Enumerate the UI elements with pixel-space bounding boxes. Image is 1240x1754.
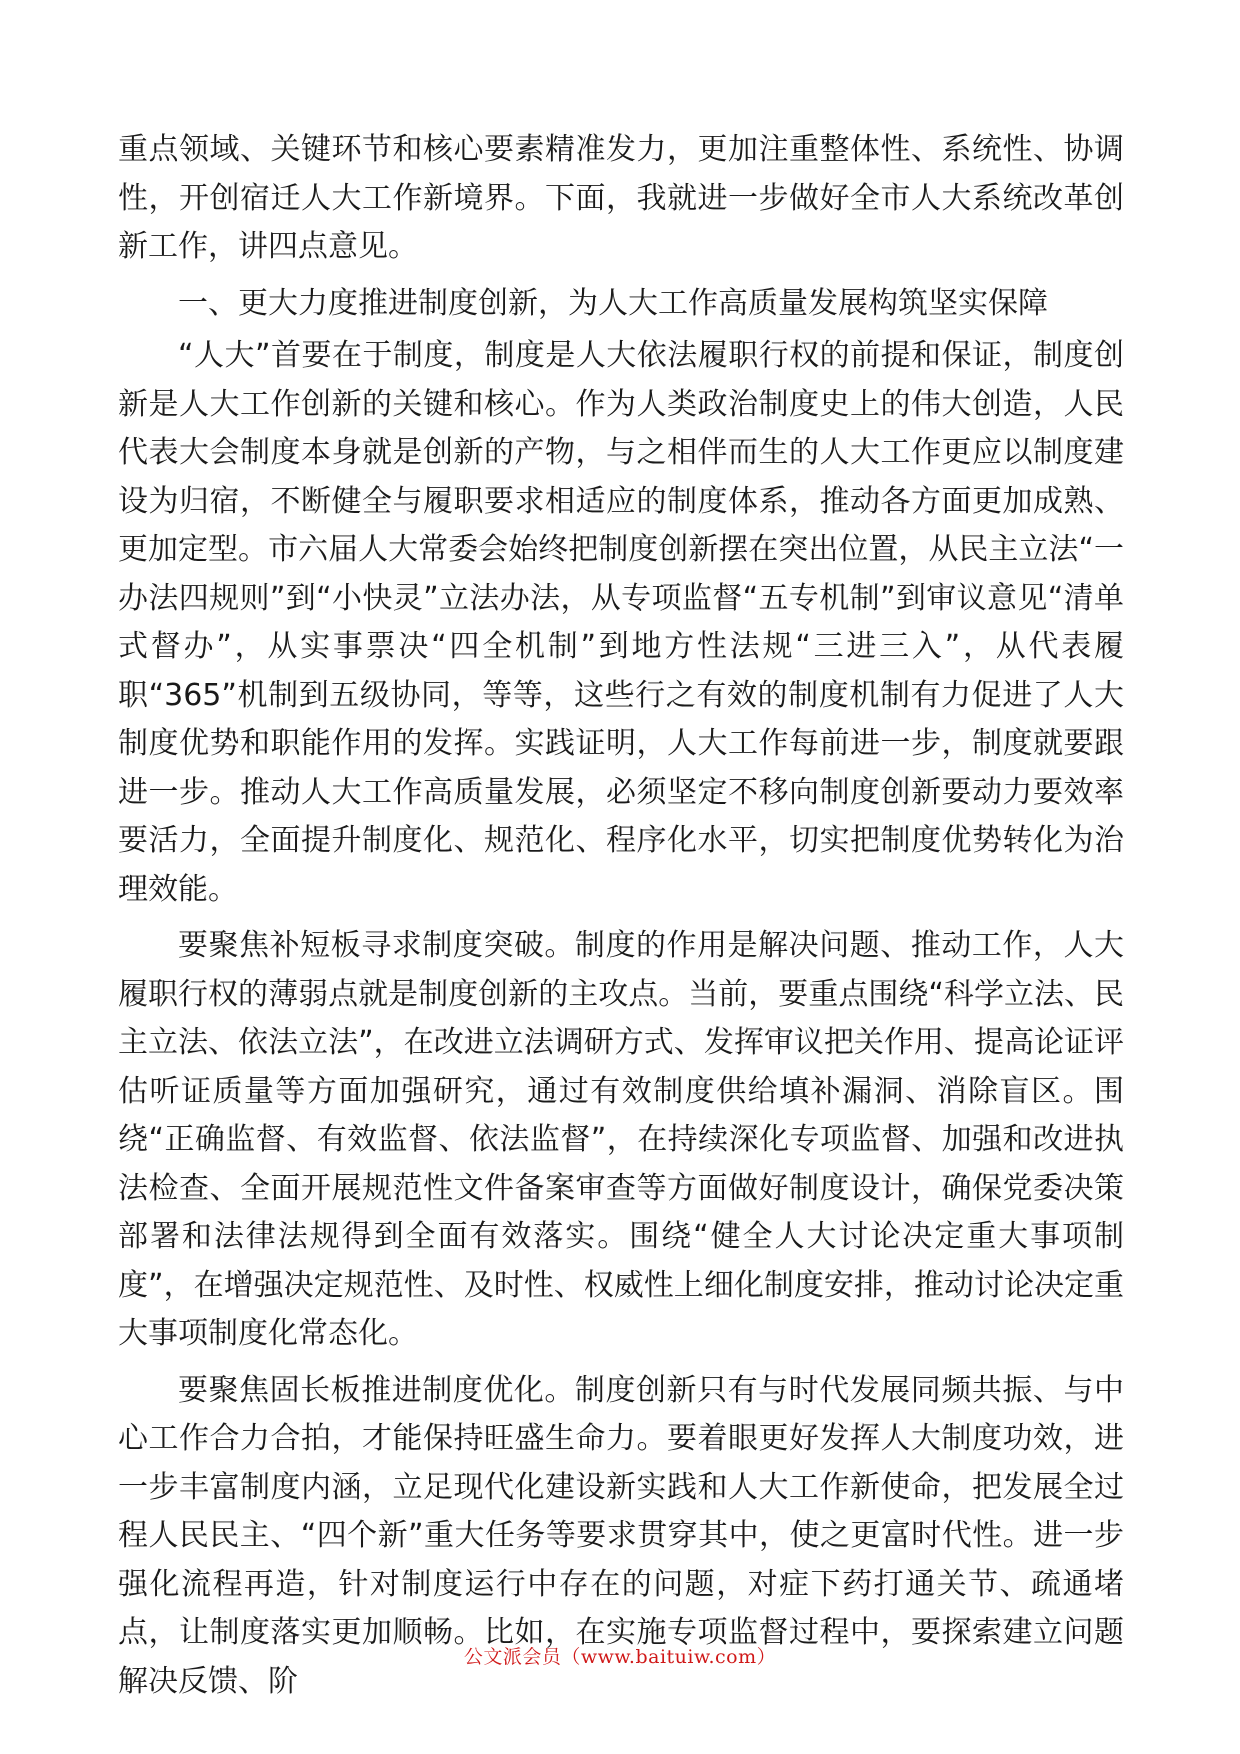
- document-body: [118, 126, 1124, 1714]
- paragraph-short-board: 要聚焦补短板寻求制度突破。制度的作用是解决问题、推动工作，人大履职行权的薄弱点就是制度创新的主攻点。当前，要重点围绕“科学立法、民主立法、依法立法”，在改进立法调研方式、发挥审议把关作用、提高论证评估听证质量等方面加强研究，通过有效制度供给填补漏洞、消除盲区。围绕“正确监督、有效监督、依法监督”，在持续深化专项监督、加强和改进执法检查、全面开展规范性文件备案审查等方面做好制度设计，确保党委决策部署和法律法规得到全面有效落实。围绕“健全人大讨论决定重大事项制度”，在增强决定规范性、及时性、权威性上细化制度安排，推动讨论决定重大事项制度化常态化。: [118, 928, 1124, 1351]
- section-heading: 一、更大力度推进制度创新，为人大工作高质量发展构筑坚实保障: [178, 285, 1048, 321]
- paragraph-institution-innovation: “人大”首要在于制度，制度是人大依法履职行权的前提和保证，制度创新是人大工作创新的关键和核心。作为人类政治制度史上的伟大创造，人民代表大会制度本身就是创新的产物，与之相伴而生的人大工作更应以制度建设为归宿，不断健全与履职要求相适应的制度体系，推动各方面更加成熟、更加定型。市六届人大常委会始终把制度创新摆在突出位置，从民主立法“一办法四规则”到“小快灵”立法办法，从专项监督“五专机制”到审议意见“清单式督办”，从实事票决“四全机制”到地方性法规“三进三入”，从代表履职“365”机制到五级协同，等等，这些行之有效的制度机制有力促进了人大制度优势和职能作用的发挥。实践证明，人大工作每前进一步，制度就要跟进一步。推动人大工作高质量发展，必须坚定不移向制度创新要动力要效率要活力，全面提升制度化、规范化、程序化水平，切实把制度优势转化为治理效能。: [118, 338, 1124, 907]
- footer-watermark: 公文派会员（www.baituiw.com）: [463, 1646, 777, 1668]
- paragraph-continuation: 重点领域、关键环节和核心要素精准发力，更加注重整体性、系统性、协调性，开创宿迁人大工作新境界。下面，我就进一步做好全市人大系统改革创新工作，讲四点意见。: [118, 132, 1124, 264]
- paragraph-long-board: 要聚焦固长板推进制度优化。制度创新只有与时代发展同频共振、与中心工作合力合拍，才能保持旺盛生命力。要着眼更好发挥人大制度功效，进一步丰富制度内涵，立足现代化建设新实践和人大工作新使命，把发展全过程人民民主、“四个新”重大任务等要求贯穿其中，使之更富时代性。进一步强化流程再造，针对制度运行中存在的问题，对症下药打通关节、疏通堵点，让制度落实更加顺畅。比如，在实施专项监督过程中，要探索建立问题解决反馈、阶: [118, 1372, 1124, 1699]
